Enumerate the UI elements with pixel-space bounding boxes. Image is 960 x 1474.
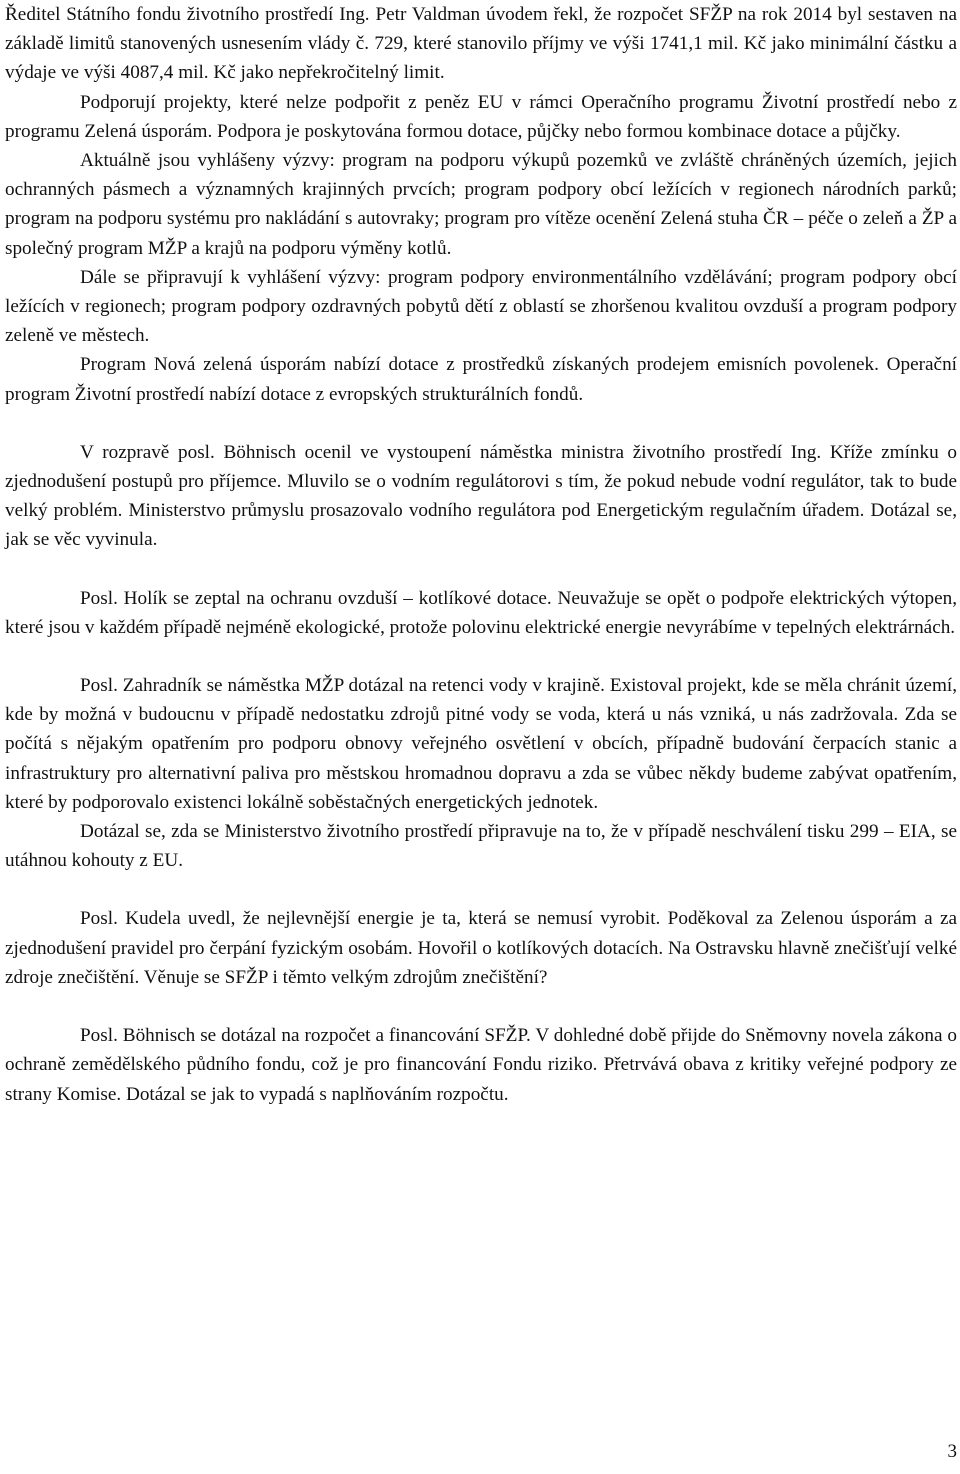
paragraph-debate-bohnisch: V rozpravě posl. Böhnisch ocenil ve vystoupení náměstka ministra životního prostředí Ing. Kříže zmínku o zjednodušení postupů pro příjemce. Mluvilo se o vodním regulátorovi s tím, že pokud nebude vodní regulátor, tak to bude velký problém. Ministerstvo průmyslu prosazovalo vodního regulátora pod Energetickým regulačním úřadem. Dotázal se, jak se věc vyvinula.: [5, 441, 957, 551]
paragraph-prepared-calls: Dále se připravují k vyhlášení výzvy: program podpory environmentálního vzdělávání; program podpory obcí ležících v regionech; program podpory ozdravných pobytů dětí z oblastí se zhoršenou kvalitou ovzduší a program podpory zeleně ve městech.: [5, 266, 957, 347]
page-number: 3: [947, 1441, 957, 1462]
paragraph-kudela: Posl. Kudela uvedl, že nejlevnější energie je ta, která se nemusí vyrobit. Poděkoval za Zelenou úsporám a za zjednodušení pravidel pro čerpání fyzickým osobám. Hovořil o kotlíkových dotacích. Na Ostravsku hlavně znečišťují velké zdroje znečištění. Věnuje se SFŽP i těmto velkým zdrojům znečištění?: [5, 908, 957, 988]
paragraph-zahradnik: Posl. Zahradník se náměstka MŽP dotázal na retenci vody v krajině. Existoval projekt, kde se měla chránit území, kde by možná v budoucnu v případě nedostatku zdrojů pitné vody se voda, která u nás vzniká, u nás zadržovala. Zda se počítá s nějakým opatřením pro podporu obnovy veřejného osvětlení v obcích, případně budování čerpacích stanic a infrastruktury pro alternativní paliva pro městskou hromadnou dopravu a zda se vůbec někdy budeme zabývat opatřením, které by podporovalo existenci lokálně soběstačných energetických jednotek.: [5, 675, 957, 813]
paragraph-current-calls: Aktuálně jsou vyhlášeny výzvy: program na podporu výkupů pozemků ve zvláště chráněných územích, jejich ochranných pásmech a významných krajinných prvcích; program podpory obcí ležících v regionech národních parků; program na podporu systému pro nakládání s autovraky; program pro vítěze ocenění Zelená stuha ČR – péče o zeleň a ŽP a společný program MŽP a krajů na podporu výměny kotlů.: [5, 150, 957, 259]
paragraph-holik: Posl. Holík se zeptal na ochranu ovzduší – kotlíkové dotace. Neuvažuje se opět o podpoře elektrických výtopen, které jsou v každém případě nejméně ekologické, protože polovinu elektrické energie nevyrábíme v tepelných elektrárnách.: [5, 587, 957, 638]
document-body: [5, 0, 957, 1109]
paragraph-eia-question: Dotázal se, zda se Ministerstvo životního prostředí připravuje na to, že v případě neschválení tisku 299 – EIA, se utáhnou kohouty z EU.: [5, 821, 957, 872]
paragraph-support-projects: Podporují projekty, které nelze podpořit z peněz EU v rámci Operačního programu Životní prostředí nebo z programu Zelená úsporám. Podpora je poskytována formou dotace, půjčky nebo formou kombinace dotace a půjčky.: [5, 91, 957, 142]
paragraph-bohnisch-budget: Posl. Böhnisch se dotázal na rozpočet a financování SFŽP. V dohledné době přijde do Sněmovny novela zákona o ochraně zemědělského půdního fondu, což je pro financování Fondu riziko. Přetrvává obava z kritiky veřejné podpory ze strany Komise. Dotázal se jak to vypadá s naplňováním rozpočtu.: [5, 1025, 957, 1105]
paragraph-fund-budget: Ředitel Státního fondu životního prostředí Ing. Petr Valdman úvodem řekl, že rozpočet SFŽP na rok 2014 byl sestaven na základě limitů stanovených usnesením vlády č. 729, které stanovilo příjmy ve výši 1741,1 mil. Kč jako minimální částku a výdaje ve výši 4087,4 mil. Kč jako nepřekročitelný limit.: [5, 4, 957, 84]
paragraph-green-savings: Program Nová zelená úsporám nabízí dotace z prostředků získaných prodejem emisních povolenek. Operační program Životní prostředí nabízí dotace z evropských strukturálních fondů.: [5, 354, 957, 405]
